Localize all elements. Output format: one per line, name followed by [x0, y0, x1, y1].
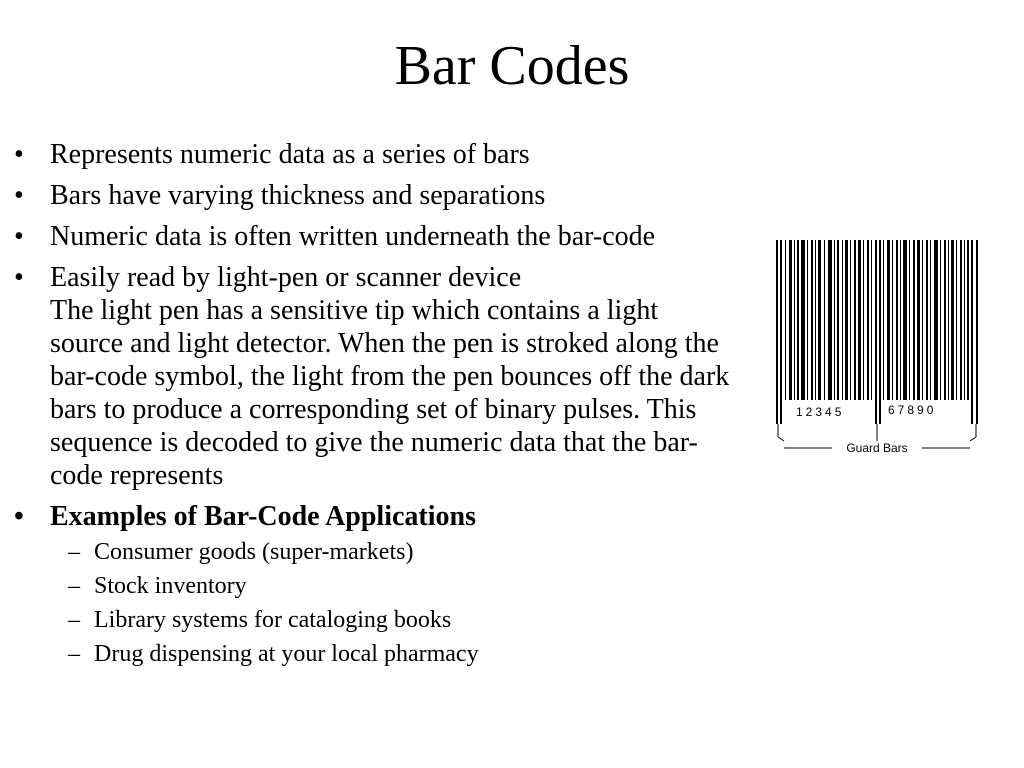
data-bar [801, 240, 805, 400]
bullet-detail: The light pen has a sensitive tip which contains a light source and light detector. When the pen is stroked along the bar-code symbol, the light from the pen bounces off the dark bars to produce a corresponding set of binary pulses. This sequence is decoded to give the numeric data that the bar-code represents [50, 295, 730, 491]
data-bar [926, 240, 928, 400]
bullet-text: Represents numeric data as a series of bars [50, 139, 530, 170]
data-bar [948, 240, 949, 400]
data-bar [824, 240, 825, 400]
data-bar [917, 240, 920, 400]
guard-bars-label: Guard Bars [846, 441, 908, 455]
sub-item: – Stock inventory [50, 569, 738, 603]
data-bar [834, 240, 835, 400]
guard-bar [776, 240, 778, 424]
bullet-item [8, 138, 738, 171]
bullet-list [8, 138, 738, 675]
data-bar [863, 240, 864, 400]
data-bar [883, 240, 884, 400]
data-bar [922, 240, 923, 400]
data-bar [960, 240, 962, 400]
data-bar [956, 240, 957, 400]
data-bar [789, 240, 792, 400]
data-bar [867, 240, 869, 400]
data-bar [934, 240, 938, 400]
data-bar [842, 240, 843, 400]
guard-bar [875, 240, 877, 424]
data-bar [811, 240, 813, 400]
slide-title: Bar Codes [394, 35, 630, 97]
bullet-text: Bars have varying thickness and separations [50, 180, 546, 211]
data-bar [785, 240, 786, 400]
data-bar [871, 240, 872, 400]
bullet-item [8, 179, 738, 212]
data-bar [913, 240, 915, 400]
data-bar [930, 240, 931, 400]
data-bar [837, 240, 839, 400]
bullet-item [8, 500, 738, 671]
sub-item: – Drug dispensing at your local pharmacy [50, 637, 738, 671]
barcode-left-digits: 12345 [796, 405, 845, 419]
data-bar [828, 240, 832, 400]
sub-item: – Consumer goods (super-markets) [50, 535, 738, 569]
data-bar [845, 240, 848, 400]
data-bar [794, 240, 795, 400]
bullet-item [8, 261, 738, 492]
bullet-text: Examples of Bar-Code Applications [50, 501, 476, 532]
data-bar [967, 240, 969, 400]
data-bar [896, 240, 898, 400]
data-bar [892, 240, 893, 400]
sub-item: – Library systems for cataloging books [50, 603, 738, 637]
bullet-text: • Easily read by light-pen or scanner device [50, 262, 522, 293]
guard-bar [971, 240, 973, 424]
data-bar [807, 240, 808, 400]
data-bar [909, 240, 910, 400]
guard-bar [879, 240, 881, 424]
barcode-bars [776, 240, 978, 424]
guard-bar [780, 240, 782, 424]
data-bar [887, 240, 890, 400]
guard-bar [976, 240, 978, 424]
data-bar [815, 240, 816, 400]
data-bar [964, 240, 965, 400]
barcode-illustration [768, 236, 988, 458]
data-bar [854, 240, 856, 400]
data-bar [951, 240, 954, 400]
data-bar [944, 240, 946, 400]
bullet-item [8, 220, 738, 253]
bullet-text: Numeric data is often written underneath the bar-code [50, 221, 656, 252]
data-bar [900, 240, 901, 400]
data-bar [903, 240, 907, 400]
barcode-right-digits: 67890 [888, 403, 937, 417]
data-bar [818, 240, 821, 400]
data-bar [940, 240, 941, 400]
data-bar [850, 240, 851, 400]
data-bar [858, 240, 861, 400]
sub-list [50, 535, 738, 671]
data-bar [797, 240, 799, 400]
